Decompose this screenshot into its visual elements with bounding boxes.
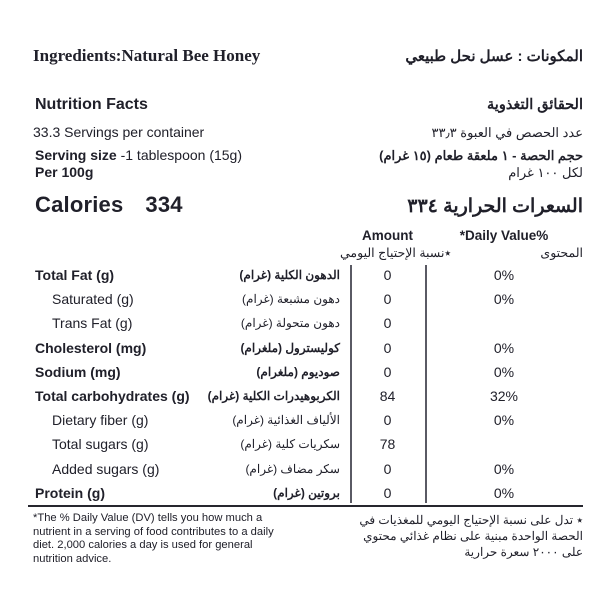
- amount-value: 78: [379, 436, 396, 453]
- nutrient-label-ar: سكريات كلية (غرام): [240, 437, 340, 452]
- nutrient-label-en: Cholesterol (mg): [35, 339, 147, 356]
- nutrient-label-ar: دهون متحولة (غرام): [240, 316, 340, 331]
- nutrient-label-ar: بروتين (غرام): [273, 485, 340, 500]
- calories-line: [35, 192, 583, 218]
- nutrient-label-en: Total carbohydrates (g): [35, 387, 190, 404]
- nutrient-label-ar: كوليسترول (ملغرام): [240, 340, 340, 355]
- table-row: [0, 433, 600, 457]
- nutrient-rows: [0, 264, 600, 506]
- daily-value: 0%: [493, 460, 515, 477]
- calories-value-ar: ٣٣٤: [407, 196, 438, 217]
- footnote-divider-rule: [28, 505, 583, 507]
- amount-value: 0: [383, 291, 392, 308]
- nutrient-label-en: Sodium (mg): [35, 363, 121, 380]
- nutrient-label-en: Saturated (g): [52, 291, 134, 308]
- nutrition-facts-title-ar: الحقائق التغذوية: [487, 97, 583, 113]
- daily-value: 0%: [493, 412, 515, 429]
- amount-value: 0: [383, 412, 392, 429]
- daily-value: 32%: [489, 387, 519, 404]
- nutrient-label-ar: الكربوهيدرات الكلية (غرام): [207, 388, 340, 403]
- per-100g-line: [35, 164, 583, 181]
- footnote-block: [33, 512, 583, 566]
- calories-value-en: 334: [145, 192, 183, 217]
- nutrient-label-en: Total Fat (g): [35, 267, 115, 283]
- calories-text-ar: [407, 195, 583, 218]
- calories-label-ar: السعرات الحرارية: [443, 196, 583, 217]
- nutrient-label-ar: سكر مضاف (غرام): [245, 461, 340, 476]
- table-row: [0, 361, 600, 385]
- daily-value: 0%: [493, 363, 515, 380]
- table-row: [0, 337, 600, 361]
- calories-text-en: [35, 192, 183, 218]
- table-row: [0, 288, 600, 312]
- daily-value: 0%: [493, 339, 515, 356]
- ingredients-line: [33, 46, 583, 66]
- serving-size-value: -1 tablespoon (15g): [116, 147, 243, 163]
- nutrient-label-en: Dietary fiber (g): [52, 412, 149, 429]
- table-row: [0, 385, 600, 409]
- daily-value-column-header-ar: ٭نسبة الإحتياج اليومي: [340, 246, 452, 260]
- table-row: [0, 409, 600, 433]
- nutrient-label-en: Added sugars (g): [52, 460, 160, 477]
- daily-value-column-header-en: *Daily Value%: [459, 228, 549, 243]
- footnote-text-en: *The % Daily Value (DV) tells you how much a nutrient in a serving of food contributes to a daily diet. 2,000 calories a day is used for general nutrition advice.: [33, 512, 274, 565]
- nutrient-label-ar: الدهون الكلية (غرام): [239, 268, 340, 282]
- nutrient-label-ar: صوديوم (ملغرام): [256, 364, 340, 379]
- amount-value: 0: [383, 267, 392, 283]
- amount-value: 84: [379, 387, 396, 404]
- amount-value: 0: [383, 460, 392, 477]
- nutrient-label-en: Total sugars (g): [52, 436, 149, 453]
- per-100g-text-ar: لكل ١٠٠ غرام: [508, 165, 583, 180]
- daily-value: 0%: [493, 291, 515, 308]
- ingredients-text-en: Ingredients:Natural Bee Honey: [33, 46, 261, 65]
- nutrient-label-en: Trans Fat (g): [52, 315, 133, 332]
- amount-value: 0: [383, 339, 392, 356]
- amount-value: 0: [383, 363, 392, 380]
- amount-value: 0: [383, 315, 392, 332]
- daily-value: 0%: [493, 267, 515, 283]
- nutrient-label-ar: دهون مشبعة (غرام): [242, 292, 340, 307]
- calories-label-en: Calories: [35, 192, 124, 217]
- amount-column-header-ar: المحتوى: [540, 246, 583, 260]
- servings-line: [33, 124, 583, 141]
- ingredients-text-ar: المكونات : عسل نحل طبيعي: [405, 48, 583, 65]
- footnote-text-ar: ٭ تدل على نسبة الإحتياج اليومي للمغذيات في الحصة الواحدة مبنية على نظام غذائي محتوي على ٢٠٠٠ سعرة حرارية: [359, 513, 583, 559]
- table-row: [0, 482, 600, 506]
- daily-value: 0%: [493, 484, 515, 501]
- table-row: [0, 264, 600, 288]
- column-headers-ar: [340, 245, 583, 260]
- nutrient-label-en: Protein (g): [35, 484, 105, 501]
- table-row: [0, 458, 600, 482]
- amount-column-header-en: Amount: [362, 228, 413, 243]
- serving-size-text-ar: حجم الحصة - ١ ملعقة طعام (١٥ غرام): [379, 148, 583, 163]
- servings-text-en: 33.3 Servings per container: [33, 124, 205, 140]
- table-row: [0, 312, 600, 336]
- serving-size-line: [35, 147, 583, 164]
- nutrition-facts-title-en: Nutrition Facts: [35, 96, 148, 113]
- nutrients-table: [0, 264, 600, 506]
- nutrient-label-ar: الألياف الغذائية (غرام): [232, 413, 340, 428]
- serving-size-label: Serving size: [35, 147, 117, 163]
- nutrition-facts-line: [35, 96, 583, 114]
- servings-text-ar: عدد الحصص في العبوة ٣٣٫٣: [431, 125, 583, 140]
- serving-size-text-en: [35, 147, 242, 163]
- amount-value: 0: [383, 484, 392, 501]
- per-100g-text-en: Per 100g: [35, 164, 94, 180]
